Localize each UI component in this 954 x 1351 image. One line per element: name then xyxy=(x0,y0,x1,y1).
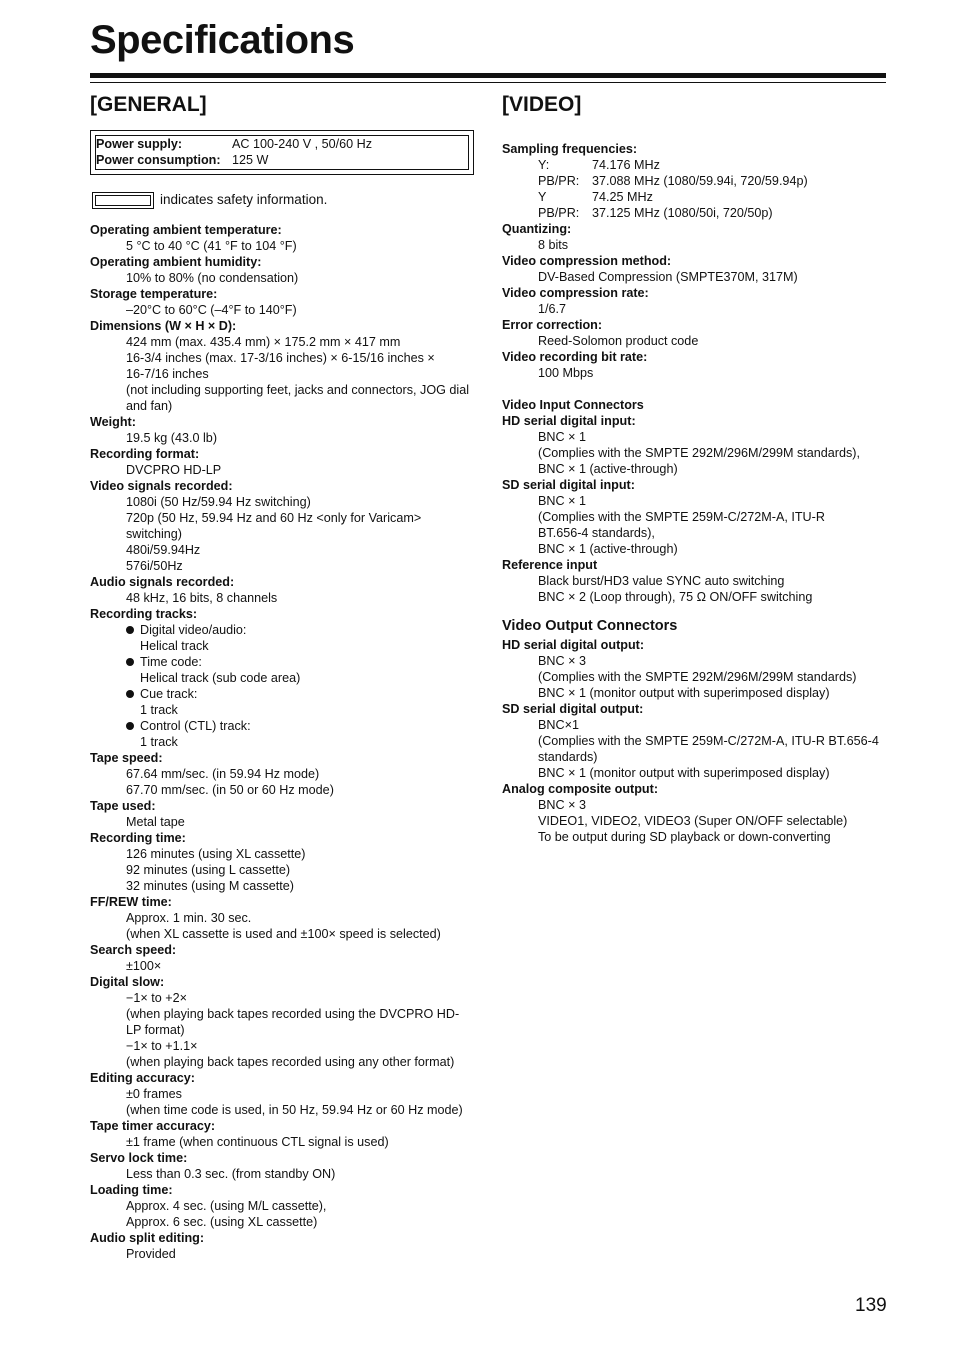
spec-label: Video Input Connectors xyxy=(502,398,644,412)
spec-label: Editing accuracy: xyxy=(90,1071,195,1085)
safety-box-icon xyxy=(92,192,154,209)
spec-value: BNC×1 xyxy=(538,718,579,732)
spec-key: PB/PR: xyxy=(538,206,580,220)
video-heading: [VIDEO] xyxy=(502,93,582,116)
spec-value: BNC × 1 (active-through) xyxy=(538,542,678,556)
spec-value: BT.656-4 standards), xyxy=(538,526,655,540)
video-spec-list xyxy=(502,141,902,845)
spec-value: 100 Mbps xyxy=(538,366,594,380)
spec-value: (when playing back tapes recorded using any other format) xyxy=(126,1055,455,1069)
spec-label: Error correction: xyxy=(502,318,603,332)
spec-value: 92 minutes (using L cassette) xyxy=(126,863,291,877)
spec-value: Provided xyxy=(126,1247,176,1261)
power-consumption-value: 125 W xyxy=(232,153,269,167)
spec-value: BNC × 1 (active-through) xyxy=(538,462,678,476)
spec-value: BNC × 3 xyxy=(538,654,586,668)
spec-value: 5 °C to 40 °C (41 °F to 104 °F) xyxy=(126,239,297,253)
bullet-icon xyxy=(126,722,134,730)
spec-subheading: Video Output Connectors xyxy=(502,618,678,634)
spec-value: 1 track xyxy=(140,735,178,749)
spec-key: PB/PR: xyxy=(538,174,580,188)
spec-value: (when playing back tapes recorded using the DVCPRO HD- xyxy=(126,1007,460,1021)
spec-value: (Complies with the SMPTE 259M-C/272M-A, ITU-R BT.656-4 xyxy=(538,734,879,748)
spec-label: Tape timer accuracy: xyxy=(90,1119,216,1133)
spec-value: ±0 frames xyxy=(126,1087,182,1101)
general-spec-list xyxy=(90,222,482,1262)
spec-bullet-text: Digital video/audio: xyxy=(140,623,247,637)
spec-bullet-text: Cue track: xyxy=(140,687,198,701)
spec-value: 126 minutes (using XL cassette) xyxy=(126,847,306,861)
spec-value: 1/6.7 xyxy=(538,302,567,316)
spec-label: Audio split editing: xyxy=(90,1231,205,1245)
spec-value: standards) xyxy=(538,750,598,764)
spec-key: Y: xyxy=(538,158,550,172)
spec-label: Search speed: xyxy=(90,943,177,957)
spec-value: −1× to +2× xyxy=(126,991,187,1005)
general-heading: [GENERAL] xyxy=(90,93,207,116)
spec-value: −1× to +1.1× xyxy=(126,1039,198,1053)
spec-value: –20°C to 60°C (–4°F to 140°F) xyxy=(126,303,297,317)
spec-value: and fan) xyxy=(126,399,173,413)
spec-label: Video recording bit rate: xyxy=(502,350,648,364)
spec-value: BNC × 1 (monitor output with superimposed display) xyxy=(538,686,830,700)
spec-value: 19.5 kg (43.0 lb) xyxy=(126,431,218,445)
spec-key: Y xyxy=(538,190,547,204)
spec-value: BNC × 1 xyxy=(538,494,586,508)
spec-label: Operating ambient humidity: xyxy=(90,255,262,269)
bullet-icon xyxy=(126,690,134,698)
spec-label: Storage temperature: xyxy=(90,287,218,301)
spec-label: Video compression method: xyxy=(502,254,672,268)
spec-value: 720p (50 Hz, 59.94 Hz and 60 Hz <only for Varicam> xyxy=(126,511,422,525)
spec-label: Video signals recorded: xyxy=(90,479,233,493)
spec-label: Servo lock time: xyxy=(90,1151,188,1165)
power-supply-label: Power supply: xyxy=(96,137,183,151)
spec-value: ±1 frame (when continuous CTL signal is used) xyxy=(126,1135,389,1149)
spec-value: Approx. 6 sec. (using XL cassette) xyxy=(126,1215,318,1229)
spec-bullet-item xyxy=(90,654,482,670)
spec-label: Weight: xyxy=(90,415,136,429)
spec-value: 10% to 80% (no condensation) xyxy=(126,271,299,285)
spec-key-value xyxy=(502,205,902,221)
spec-value: 67.64 mm/sec. (in 59.94 Hz mode) xyxy=(126,767,320,781)
spec-label: Dimensions (W × H × D): xyxy=(90,319,237,333)
spec-value: Reed-Solomon product code xyxy=(538,334,699,348)
spec-label: Recording tracks: xyxy=(90,607,198,621)
spec-value: DVCPRO HD-LP xyxy=(126,463,222,477)
spec-value: DV-Based Compression (SMPTE370M, 317M) xyxy=(538,270,798,284)
spec-bullet-item xyxy=(90,718,482,734)
spec-value: 32 minutes (using M cassette) xyxy=(126,879,294,893)
power-supply-value: AC 100-240 V , 50/60 Hz xyxy=(232,137,373,151)
spec-value: 37.088 MHz (1080/59.94i, 720/59.94p) xyxy=(592,174,808,188)
spec-value: switching) xyxy=(126,527,182,541)
spec-label: Reference input xyxy=(502,558,598,572)
spec-value: Less than 0.3 sec. (from standby ON) xyxy=(126,1167,336,1181)
spec-label: SD serial digital input: xyxy=(502,478,635,492)
spec-value: BNC × 1 (monitor output with superimposed display) xyxy=(538,766,830,780)
power-consumption-row xyxy=(96,152,268,168)
spec-value: 1 track xyxy=(140,703,178,717)
spec-value: 576i/50Hz xyxy=(126,559,183,573)
spec-bullet-item xyxy=(90,622,482,638)
spec-label: Recording time: xyxy=(90,831,186,845)
spec-value: LP format) xyxy=(126,1023,185,1037)
spec-value: BNC × 2 (Loop through), 75 Ω ON/OFF switching xyxy=(538,590,813,604)
spec-value: 480i/59.94Hz xyxy=(126,543,201,557)
spec-label: Sampling frequencies: xyxy=(502,142,638,156)
spec-value: BNC × 1 xyxy=(538,430,586,444)
bullet-icon xyxy=(126,658,134,666)
spec-label: Recording format: xyxy=(90,447,200,461)
page-title: Specifications xyxy=(90,18,355,62)
spec-label: HD serial digital input: xyxy=(502,414,636,428)
title-rule-thick xyxy=(90,73,886,78)
spec-label: SD serial digital output: xyxy=(502,702,644,716)
bullet-icon xyxy=(126,626,134,634)
spec-label: Video compression rate: xyxy=(502,286,649,300)
spec-label: FF/REW time: xyxy=(90,895,172,909)
spec-value: 48 kHz, 16 bits, 8 channels xyxy=(126,591,278,605)
spec-value: (when time code is used, in 50 Hz, 59.94 Hz or 60 Hz mode) xyxy=(126,1103,463,1117)
spec-value: Approx. 4 sec. (using M/L cassette), xyxy=(126,1199,327,1213)
spec-value: 424 mm (max. 435.4 mm) × 175.2 mm × 417 mm xyxy=(126,335,401,349)
spec-label: HD serial digital output: xyxy=(502,638,645,652)
spec-value: 16-3/4 inches (max. 17-3/16 inches) × 6-15/16 inches × xyxy=(126,351,435,365)
spec-value: BNC × 3 xyxy=(538,798,586,812)
power-consumption-label: Power consumption: xyxy=(96,153,221,167)
spec-value: 67.70 mm/sec. (in 50 or 60 Hz mode) xyxy=(126,783,334,797)
spec-value: Metal tape xyxy=(126,815,185,829)
spec-label: Loading time: xyxy=(90,1183,173,1197)
spec-value: 8 bits xyxy=(538,238,569,252)
spec-value: (not including supporting feet, jacks and connectors, JOG dial xyxy=(126,383,470,397)
spec-value: 16-7/16 inches xyxy=(126,367,209,381)
spec-value: (Complies with the SMPTE 259M-C/272M-A, ITU-R xyxy=(538,510,825,524)
spec-label: Analog composite output: xyxy=(502,782,659,796)
spec-label: Audio signals recorded: xyxy=(90,575,235,589)
spacer xyxy=(502,381,902,397)
spec-value: Helical track (sub code area) xyxy=(140,671,301,685)
spec-value: ±100× xyxy=(126,959,162,973)
spec-label: Operating ambient temperature: xyxy=(90,223,282,237)
spec-value: VIDEO1, VIDEO2, VIDEO3 (Super ON/OFF selectable) xyxy=(538,814,848,828)
spec-value: Helical track xyxy=(140,639,209,653)
spec-value: (Complies with the SMPTE 292M/296M/299M standards), xyxy=(538,446,860,460)
spec-key-value xyxy=(502,173,902,189)
spec-label: Quantizing: xyxy=(502,222,572,236)
spec-value: 74.176 MHz xyxy=(592,158,660,172)
spec-key-value xyxy=(502,157,902,173)
spec-value: 37.125 MHz (1080/50i, 720/50p) xyxy=(592,206,773,220)
spec-label: Digital slow: xyxy=(90,975,165,989)
spec-value: (when XL cassette is used and ±100× speed is selected) xyxy=(126,927,441,941)
spec-value: To be output during SD playback or down-converting xyxy=(538,830,831,844)
spec-key-value xyxy=(502,189,902,205)
spec-value: 74.25 MHz xyxy=(592,190,653,204)
page-number: 139 xyxy=(855,1295,887,1316)
title-rule-thin xyxy=(90,82,886,83)
spec-value: 1080i (50 Hz/59.94 Hz switching) xyxy=(126,495,311,509)
spec-label: Tape used: xyxy=(90,799,156,813)
spec-label: Tape speed: xyxy=(90,751,163,765)
power-supply-row xyxy=(96,136,372,152)
power-box xyxy=(90,130,474,175)
spec-bullet-text: Time code: xyxy=(140,655,202,669)
spec-value: (Complies with the SMPTE 292M/296M/299M standards) xyxy=(538,670,857,684)
safety-note-text: indicates safety information. xyxy=(160,192,328,207)
spec-bullet-text: Control (CTL) track: xyxy=(140,719,251,733)
spec-bullet-item xyxy=(90,686,482,702)
spec-value: Black burst/HD3 value SYNC auto switching xyxy=(538,574,785,588)
safety-note xyxy=(92,191,327,209)
spec-value: Approx. 1 min. 30 sec. xyxy=(126,911,252,925)
